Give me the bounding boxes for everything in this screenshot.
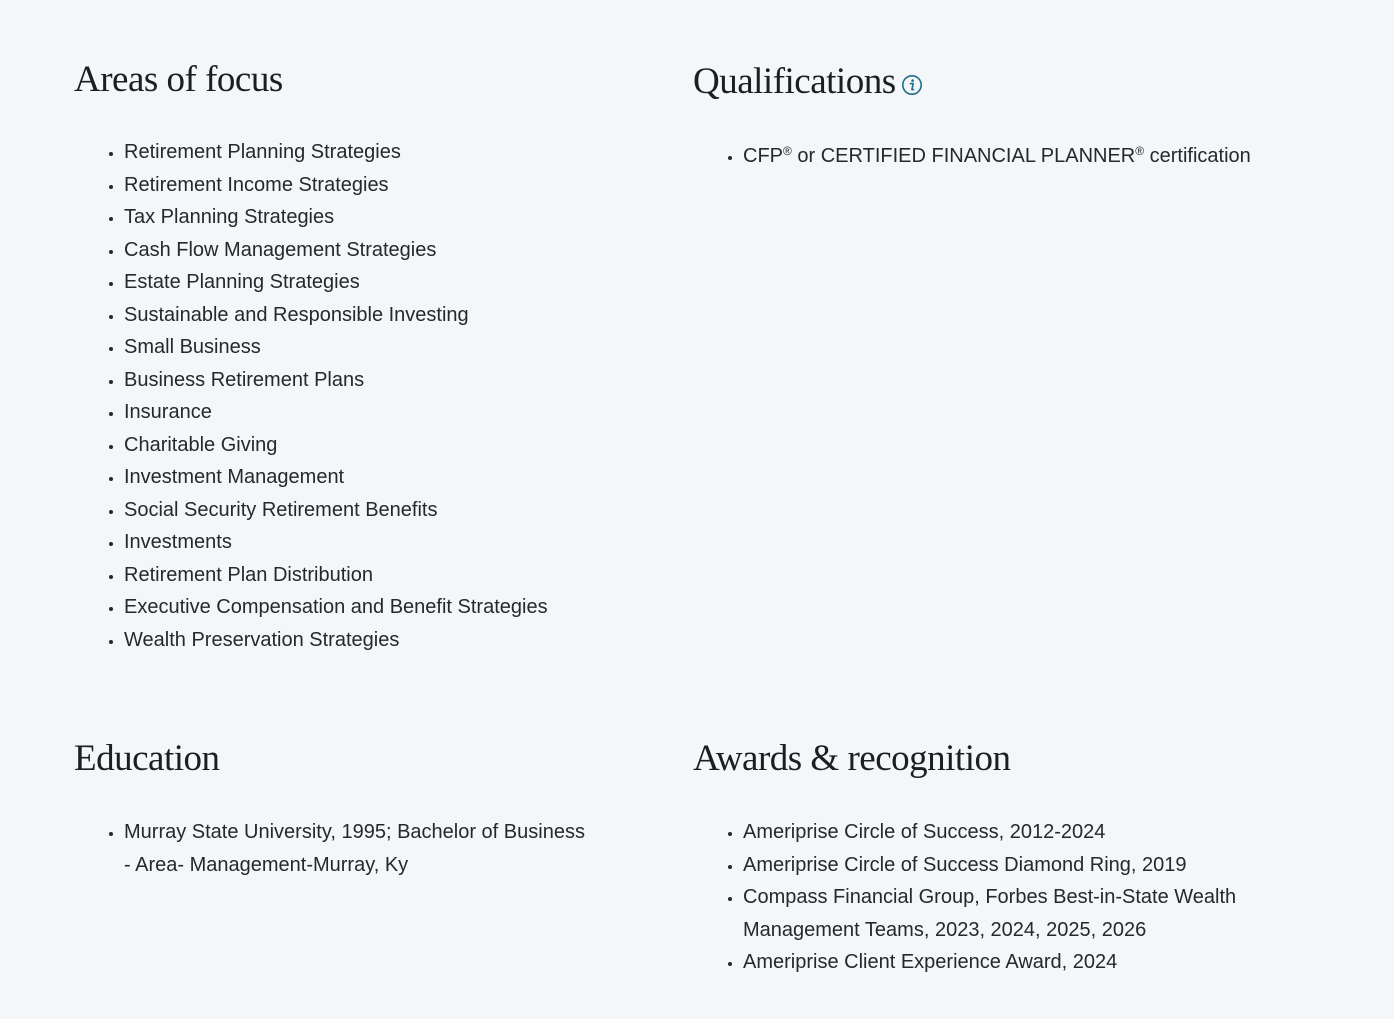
list-item (743, 140, 1333, 173)
education-section (74, 737, 634, 881)
areas-of-focus-heading: Areas of focus (74, 59, 283, 100)
list-item: • Investments (124, 526, 634, 559)
qualification-cfp-full: or CERTIFIED FINANCIAL PLANNER (791, 145, 1136, 167)
list-item: • Ameriprise Client Experience Award, 2024 (743, 946, 1243, 979)
list-item: • Charitable Giving (124, 429, 634, 462)
qualifications-heading: Qualifications (693, 61, 896, 102)
awards-heading: Awards & recognition (693, 738, 1011, 779)
list-item: • Cash Flow Management Strategies (124, 234, 634, 267)
qualification-suffix: certification (1144, 145, 1251, 167)
info-icon[interactable] (901, 74, 923, 96)
list-item: • Retirement Plan Distribution (124, 559, 634, 592)
awards-list (693, 816, 1333, 979)
registered-mark: ® (1135, 144, 1145, 158)
education-heading: Education (74, 738, 220, 779)
list-item: • Ameriprise Circle of Success Diamond Ring, 2019 (743, 849, 1243, 882)
list-item: • Insurance (124, 396, 634, 429)
registered-mark: ® (783, 144, 792, 158)
list-item: • Wealth Preservation Strategies (124, 624, 634, 657)
areas-of-focus-list (74, 136, 634, 656)
qualifications-section (693, 60, 1333, 173)
list-item: • Tax Planning Strategies (124, 201, 634, 234)
list-item: • Business Retirement Plans (124, 364, 634, 397)
list-item: • Compass Financial Group, Forbes Best-in-State Wealth Management Teams, 2023, 2024, 2025, 2026 (743, 881, 1243, 946)
qualification-cfp: CFP (743, 145, 783, 167)
list-item: • Estate Planning Strategies (124, 266, 634, 299)
list-item: • Small Business (124, 331, 634, 364)
list-item: • Social Security Retirement Benefits (124, 494, 634, 527)
list-item: • Murray State University, 1995; Bachelor of Business - Area- Management-Murray, Ky (124, 816, 594, 881)
list-item: • Sustainable and Responsible Investing (124, 299, 634, 332)
list-item: • Executive Compensation and Benefit Strategies (124, 591, 634, 624)
education-list (74, 816, 634, 881)
list-item: • Investment Management (124, 461, 634, 494)
qualifications-heading-row (693, 60, 1333, 104)
info-icon-graphic (901, 74, 923, 96)
list-item: • Ameriprise Circle of Success, 2012-2024 (743, 816, 1243, 849)
awards-section (693, 737, 1333, 979)
list-item: • Retirement Planning Strategies (124, 136, 634, 169)
list-item: • Retirement Income Strategies (124, 169, 634, 202)
areas-of-focus-section (74, 58, 634, 656)
qualifications-list (693, 140, 1333, 173)
